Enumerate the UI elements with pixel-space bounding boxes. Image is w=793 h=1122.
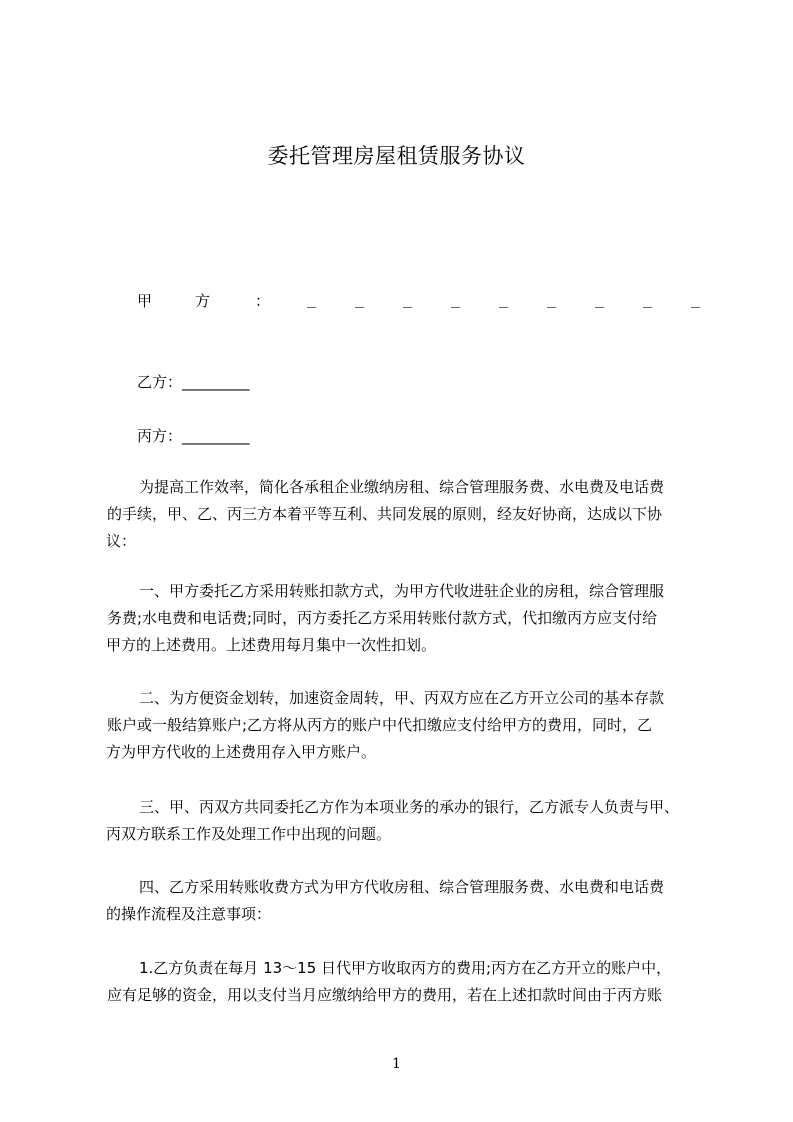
paragraph-line: 的操作流程及注意事项：	[106, 905, 272, 923]
paragraph-line: 的手续，甲、乙、丙三方本着平等互利、共同发展的原则，经友好协商，达成以下协	[107, 505, 663, 523]
paragraph-line: 三、甲、丙双方共同委托乙方作为本项业务的承办的银行，乙方派专人负责与甲、	[139, 798, 680, 816]
paragraph-line: 方为甲方代收的上述费用存入甲方账户。	[106, 743, 377, 761]
paragraph-line: 一、甲方委托乙方采用转账扣款方式，为甲方代收进驻企业的房租，综合管理服	[139, 582, 665, 600]
paragraph-clause-1	[106, 578, 706, 659]
paragraph-line: 务费;水电费和电话费;同时，丙方委托乙方采用转账付款方式，代扣缴丙方应支付给	[107, 609, 658, 627]
party-b-line: 乙方：_________	[137, 373, 250, 391]
paragraph-line: 丙双方联系工作及处理工作中出现的问题。	[106, 825, 392, 843]
party-c-line: 丙方：_________	[137, 427, 250, 445]
paragraph-line: 甲方的上述费用。上述费用每月集中一次性扣划。	[106, 636, 437, 654]
party-a-blank: _	[691, 290, 701, 308]
party-a-blank: _	[355, 290, 365, 308]
party-a-blank: _	[643, 290, 653, 308]
party-a-blank: _	[595, 290, 605, 308]
party-a-blank: _	[307, 290, 317, 308]
document-title: 委托管理房屋租赁服务协议	[267, 144, 526, 168]
paragraph-clause-2	[106, 685, 706, 766]
paragraph-line: 二、为方便资金划转，加速资金周转，甲、丙双方应在乙方开立公司的基本存款	[139, 689, 665, 707]
paragraph-preamble	[106, 474, 706, 555]
paragraph-clause-4	[106, 874, 706, 928]
party-a-label-fang: 方	[195, 292, 211, 310]
paragraph-line: 应有足够的资金，用以支付当月应缴纳给甲方的费用，若在上述扣款时间由于丙方账	[107, 986, 663, 1004]
party-a-colon: ：	[255, 292, 271, 310]
paragraph-clause-3	[106, 794, 706, 848]
party-a-blank: _	[451, 290, 461, 308]
paragraph-item-1	[106, 955, 706, 1009]
party-a-blank: _	[403, 290, 413, 308]
paragraph-line: 1.乙方负责在每月 13～15 日代甲方收取丙方的费用;丙方在乙方开立的账户中，	[139, 959, 672, 977]
party-a-line	[137, 290, 707, 314]
paragraph-line: 为提高工作效率，简化各承租企业缴纳房租、综合管理服务费、水电费及电话费	[139, 478, 665, 496]
paragraph-line: 议：	[106, 532, 137, 550]
page-number: 1	[392, 1056, 401, 1072]
party-a-blank: _	[547, 290, 557, 308]
party-a-label-jia: 甲	[137, 292, 153, 310]
paragraph-line: 四、乙方采用转账收费方式为甲方代收房租、综合管理服务费、水电费和电话费	[139, 878, 665, 896]
paragraph-line: 账户或一般结算账户;乙方将从丙方的账户中代扣缴应支付给甲方的费用，同时，乙	[107, 716, 653, 734]
party-a-blank: _	[499, 290, 509, 308]
